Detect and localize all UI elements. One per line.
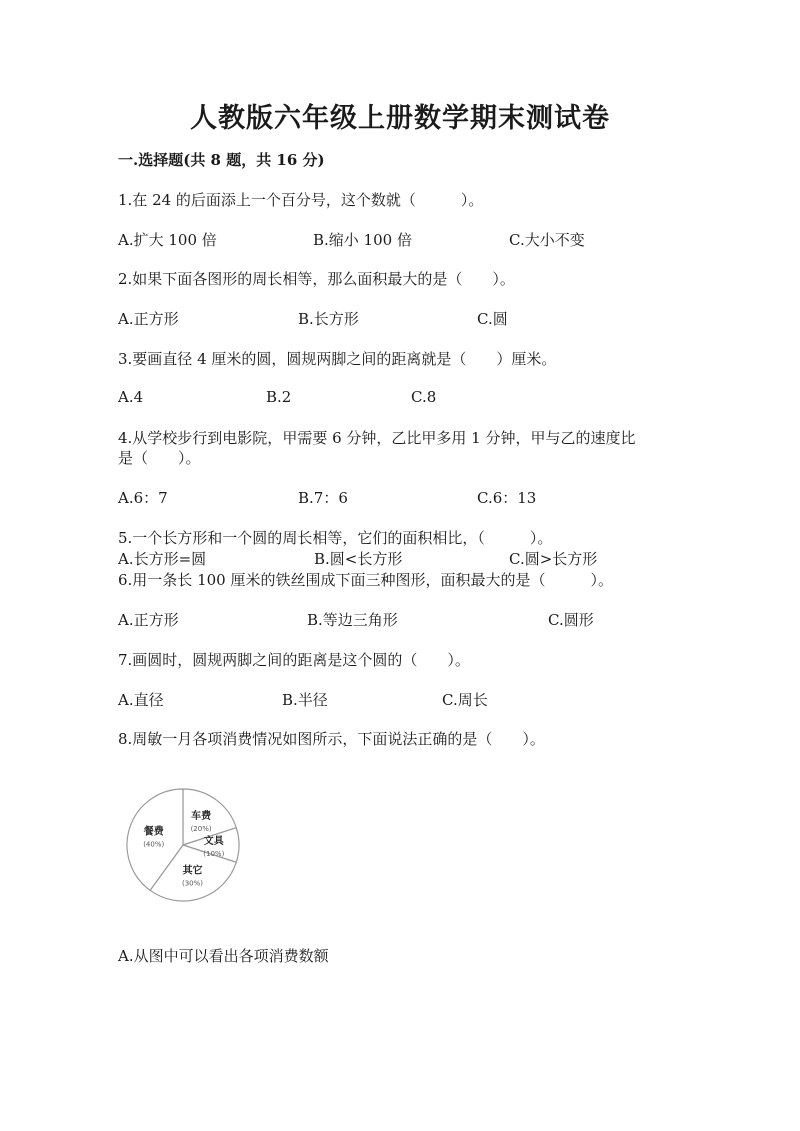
q3-option-c: C.8 (411, 388, 437, 406)
q6-option-c: C.圆形 (548, 611, 594, 629)
q2-option-c: C.圆 (477, 310, 508, 328)
question-8: 8.周敏一月各项消费情况如图所示，下面说法正确的是（ ）。 (118, 730, 545, 748)
q4-option-c: C.6：13 (477, 489, 537, 507)
question-7: 7.画圆时，圆规两脚之间的距离是这个圆的（ ）。 (118, 651, 470, 669)
q6-option-b: B.等边三角形 (307, 611, 398, 629)
q7-option-b: B.半径 (282, 691, 328, 709)
q7-option-c: C.周长 (442, 691, 488, 709)
q5-option-a: A.长方形=圆 (118, 550, 207, 568)
q2-option-a: A.正方形 (118, 310, 179, 328)
q4-option-a: A.6：7 (118, 489, 168, 507)
question-4-line-2: 是（ ）。 (118, 449, 201, 467)
q3-option-b: B.2 (266, 388, 292, 406)
q2-option-b: B.长方形 (298, 310, 359, 328)
pie-percent-stationery: (10%) (203, 850, 225, 858)
q5-option-c: C.圆>长方形 (509, 550, 598, 568)
q4-option-b: B.7：6 (298, 489, 348, 507)
section-heading: 一.选择题(共 8 题，共 16 分) (118, 151, 325, 169)
q3-option-a: A.4 (118, 388, 144, 406)
q1-option-c: C.大小不变 (509, 231, 585, 249)
pie-percent-meals: (40%) (143, 840, 165, 849)
pie-label-meals: 餐费 (143, 826, 164, 838)
q7-option-a: A.直径 (118, 691, 164, 709)
q5-option-b: B.圆<长方形 (314, 550, 403, 568)
question-1: 1.在 24 的后面添上一个百分号，这个数就（ ）。 (118, 191, 484, 209)
q6-option-a: A.正方形 (118, 611, 179, 629)
question-6: 6.用一条长 100 厘米的铁丝围成下面三种图形，面积最大的是（ ）。 (118, 571, 613, 589)
question-2: 2.如果下面各图形的周长相等，那么面积最大的是（ ）。 (118, 270, 515, 288)
pie-percent-other: (30%) (182, 879, 204, 888)
page-title: 人教版六年级上册数学期末测试卷 (190, 103, 610, 134)
q8-option-a: A.从图中可以看出各项消费数额 (118, 947, 329, 965)
expense-pie-chart (118, 780, 248, 910)
pie-label-fare: 车费 (191, 811, 212, 823)
q1-option-a: A.扩大 100 倍 (118, 231, 217, 249)
pie-label-stationery: 文具 (203, 836, 224, 847)
question-5: 5.一个长方形和一个圆的周长相等，它们的面积相比，（ ）。 (118, 529, 553, 547)
q1-option-b: B.缩小 100 倍 (313, 231, 412, 249)
pie-percent-fare: (20%) (190, 825, 212, 834)
pie-label-other: 其它 (182, 865, 203, 877)
question-3: 3.要画直径 4 厘米的圆，圆规两脚之间的距离就是（ ）厘米。 (118, 350, 557, 368)
question-4-line-1: 4.从学校步行到电影院，甲需要 6 分钟，乙比甲多用 1 分钟，甲与乙的速度比 (118, 429, 636, 447)
